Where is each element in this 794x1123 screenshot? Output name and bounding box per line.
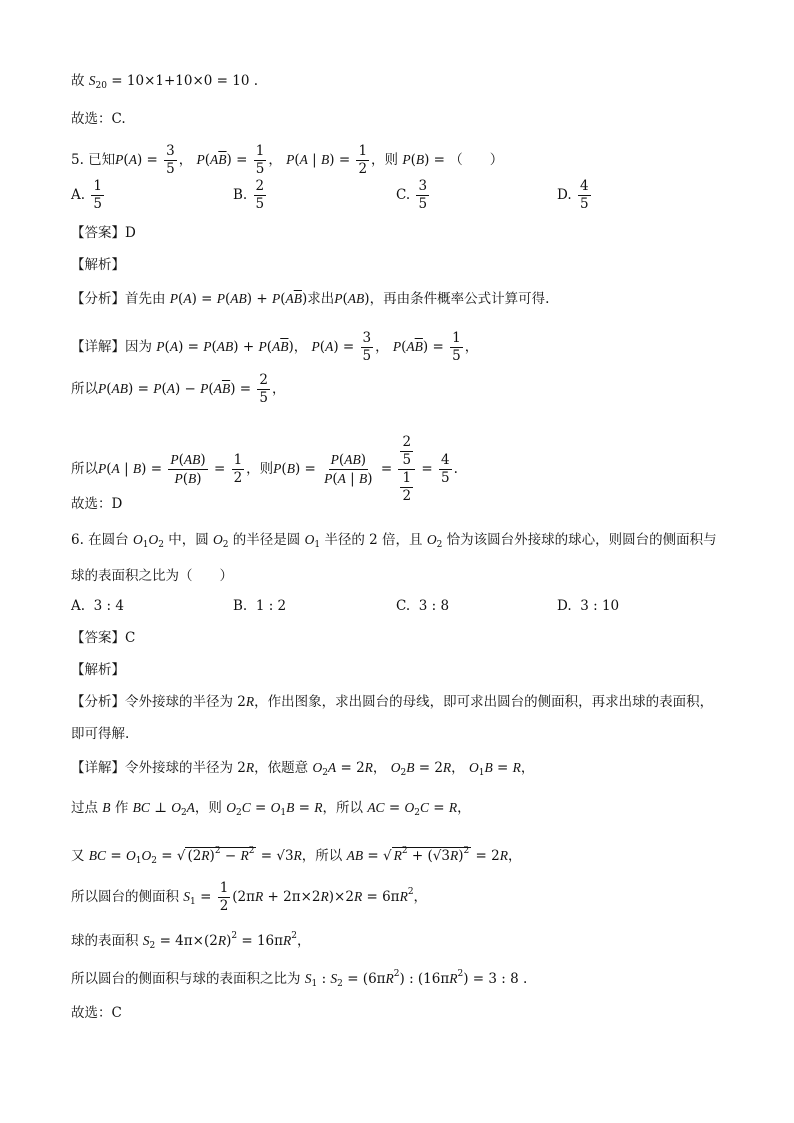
q6-choose: 故选：C: [71, 1005, 122, 1021]
q6-option-c: C. 3 : 8: [396, 598, 450, 614]
q6-stem-line2: 球的表面积之比为（ ）: [71, 568, 233, 584]
q4-choose: 故选：C.: [71, 111, 126, 127]
q5-answer: 【答案】D: [71, 225, 136, 241]
q6-step5: 球的表面积 $S_2 = 4\pi\times(2R)^2 = 16\pi R^2$，: [71, 931, 311, 951]
q6-stem-line1: 6. 在圆台 $O_1O_2$ 中，圆 $O_2$ 的半径是圆 $O_1$ 半径的 2 倍，且 $O_2$ 恰为该圆台外接球的球心，则圆台的侧面积与: [71, 532, 717, 550]
q5-choose: 故选：D: [71, 496, 123, 512]
q5-analysis-tag: 【解析】: [71, 257, 125, 273]
q6-option-a: A. 3 : 4: [71, 598, 124, 614]
q5-step-pab: 所以$P(AB) = P(A) - P(A\overline{B})$ = $\frac{2}{5}$ ，: [71, 372, 286, 406]
q6-fenxi-line2: 即可得解.: [71, 726, 130, 742]
q6-step3: 又 BC = $O_1O_2$ = √ $(2R)^2 - R^2 = √3R$，所以 AB = √ $R^2 + (√3R)^2 = 2R$，: [71, 846, 522, 866]
q5-xiangjie: 【详解】因为 $P(A) = P(AB) + P(A\overline{B})$， P(A) = $\frac{3}{5}$ ， $P(A\overline{B})$ = $\frac{1}{5}$ ，: [71, 330, 479, 364]
q5-stem: 5. 已知P(A) = $\frac{3}{5}$ ， $P(A\overline{B})$ = $\frac{1}{5}$ ， P(A | B) = $\frac{1}{2}$ ，则 P(B) = （ ）: [71, 143, 504, 177]
q4-result-line: 故 $S_{20} = 10\times 1+10\times 0 = 10$ .: [71, 73, 259, 91]
q6-step4: 所以圆台的侧面积 $S_1$ = $\frac{1}{2}$ $(2\pi R + 2\pi\times 2R)\times 2R = 6\pi R^2$，: [71, 880, 428, 914]
q5-option-a: A. $\frac{1}{5}$: [71, 178, 102, 212]
q6-analysis-tag: 【解析】: [71, 662, 125, 678]
q6-fenxi-line1: 【分析】令外接球的半径为 2R，作出图象，求出圆台的母线，即可求出圆台的侧面积，再求出球的表面积，: [71, 694, 714, 710]
q6-answer: 【答案】C: [71, 630, 136, 646]
q6-step2: 过点 B 作 BC ⊥ $O_2A$，则 $O_2C = O_1B = R$，所以 AC = $O_2C = R$，: [71, 800, 471, 818]
q5-option-d: D. $\frac{4}{5}$: [557, 178, 589, 212]
q6-option-d: D. 3 : 10: [557, 598, 620, 614]
q6-step6: 所以圆台的侧面积与球的表面积之比为 $S_1$ : $S_2 = (6\pi R^2)$ : $(16\pi R^2) = 3$ : 8 .: [71, 969, 528, 989]
q6-option-b: B. 1 : 2: [233, 598, 287, 614]
q5-step-pb: 所以P(A | B) = $\frac{P(AB)}{P(B)}$ = $\frac{1}{2}$ ，则P(B) = $\frac{P(AB)}{P(A | B)}$ = $\frac{\frac{2}{5}}{\frac{1}{2}}$ = $\frac{4}{5}$ .: [71, 434, 458, 504]
q5-option-b: B. $\frac{2}{5}$: [233, 178, 265, 212]
q5-fenxi: 【分析】首先由 $P(A) = P(AB) + P(A\overline{B})$求出P(AB)，再由条件概率公式计算可得.: [71, 291, 550, 307]
q5-option-c: C. $\frac{3}{5}$: [396, 178, 428, 212]
q6-xiangjie: 【详解】令外接球的半径为 2R，依题意 $O_2A = 2R$， $O_2B = 2R$， $O_1B = R$，: [71, 760, 535, 778]
